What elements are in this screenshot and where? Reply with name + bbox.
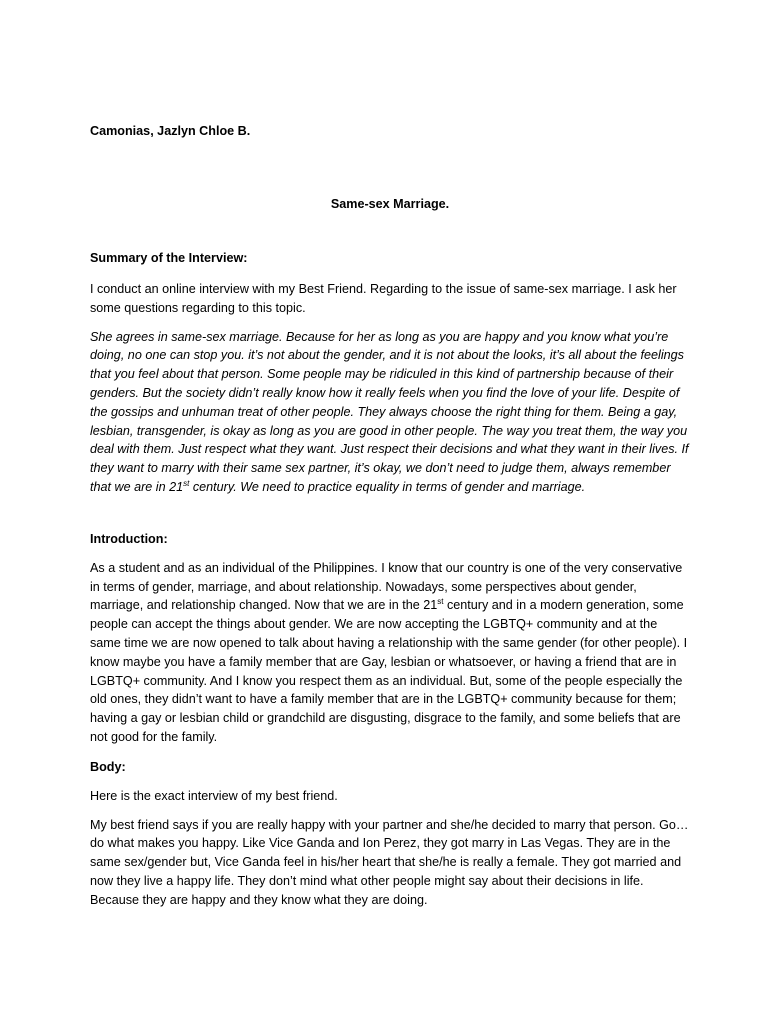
introduction-paragraph	[90, 559, 690, 747]
document-content	[90, 123, 690, 910]
ordinal-suffix: st	[437, 597, 444, 607]
summary-paragraph-2	[90, 328, 690, 497]
document-title: Same-sex Marriage.	[330, 197, 450, 211]
author-name: Camonias, Jazlyn Chloe B.	[90, 124, 251, 138]
summary-paragraph-2-text: She agrees in same-sex marriage. Because for her as long as you are happy and you know what you’re doing, no one can stop you. it’s not about the gender, and it is not about the looks, it’s all about the feelings that you feel about that person. Some people may be ridiculed in this kind of partnership because of their genders. But the society didn’t really know how it really feels when you find the love of your life. Despite of the gossips and unhuman treat of other people. They always choose the right thing for them. Being a gay, lesbian, transgender, is okay as long as you are good in other people. The way you treat them, the way you deal with them. Just respect what they want. Just respect their decisions and what they want in their lives. If they want to marry with their same sex partner, it’s okay, we don’t need to judge them, always remember that we are in 21	[90, 329, 689, 494]
summary-heading: Summary of the Interview:	[90, 251, 248, 265]
introduction-heading: Introduction:	[90, 531, 168, 546]
introduction-paragraph-text-end: century and in a modern generation, some people can accept the things about gender. We are now accepting the LGBTQ+ community and at the same time we are now opened to talk about having a relationship with the same gender (for other people). I know maybe you have a family member that are Gay, lesbian or whatsoever, or having a friend that are in LGBTQ+ community. And I know you respect them as an individual. But, some of the people especially the old ones, they didn’t want to have a family member that are in the LGBTQ+ community because for them; having a gay or lesbian child or grandchild are disgusting, disgrace to the family, and some beliefs that are not good for the family.	[90, 598, 688, 744]
summary-paragraph-1: I conduct an online interview with my Best Friend. Regarding to the issue of same-sex marriage. I ask her some questions regarding to this topic.	[90, 282, 677, 315]
body-heading: Body:	[90, 759, 126, 774]
body-paragraph-1: Here is the exact interview of my best friend.	[90, 788, 338, 803]
body-paragraph-2: My best friend says if you are really happy with your partner and she/he decided to marry that person. Go… do what makes you happy. Like Vice Ganda and Ion Perez, they got marry in Las Vegas. They are in the same sex/gender but, Vice Ganda feel in his/her heart that she/he is really a female. They got married and now they live a happy life. They don’t mind what other people might say about their decisions in life. Because they are happy and they know what they are doing.	[90, 817, 689, 907]
introduction-paragraph-text: As a student and as an individual of the Philippines. I know that our country is one of the very conservative in terms of gender, marriage, and about relationship. Nowadays, some perspectives about gender, marriage, and relationship changed. Now that we are in the 21	[90, 560, 683, 613]
summary-paragraph-2-text-end: century. We need to practice equality in terms of gender and marriage.	[189, 479, 586, 494]
ordinal-suffix: st	[183, 478, 190, 488]
